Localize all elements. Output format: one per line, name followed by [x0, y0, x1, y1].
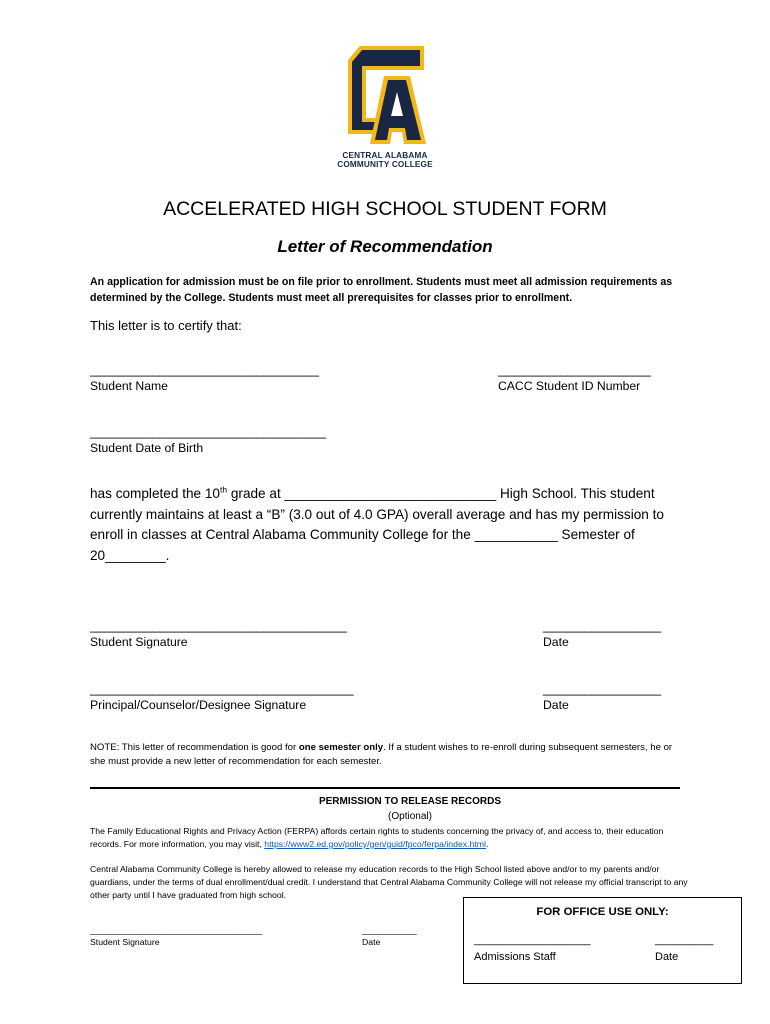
student-name-label: Student Name — [90, 379, 168, 393]
logo-text-line-1: CENTRAL ALABAMA — [342, 151, 428, 160]
college-logo — [340, 42, 432, 152]
principal-signature-field[interactable]: ______________________________________ — [90, 681, 354, 696]
ferpa-end: . — [485, 839, 489, 849]
student-signature-label: Student Signature — [90, 635, 188, 649]
office-use-box — [463, 897, 742, 984]
student-id-label: CACC Student ID Number — [498, 379, 641, 393]
ferpa-text — [90, 825, 690, 851]
student-signature-date-label: Date — [543, 635, 569, 649]
paragraph-part-1: has completed the 10 — [90, 486, 220, 501]
note-text-2: . If a student wishes to re-enroll during subsequent semesters, he or she must provide a new letter of recommendation for each semester. — [90, 742, 673, 767]
release-consent-text: Central Alabama Community College is hereby allowed to release my education records to the High School listed above and/or to my parents and/or guardians, under the terms of dual enrollment/dual credit. I understand that Central Alabama Community College will not release my official transcript to any other party until I have graduated from high school. — [90, 864, 688, 900]
admission-requirements-text: An application for admission must be on file prior to enrollment. Students must meet all admission requirements as determined by the College. Students must meet all prerequisites for classes prior to enrollment. — [90, 276, 673, 304]
date-of-birth-field[interactable]: __________________________________ — [90, 424, 326, 439]
principal-signature-date-label: Date — [543, 698, 569, 712]
certification-paragraph — [90, 484, 690, 566]
ferpa-description: The Family Educational Rights and Privacy Action (FERPA) affords certain rights to students concerning the privacy of, and access to, their education records. For more information, you may visit, — [90, 826, 664, 849]
office-date-label: Date — [655, 951, 679, 963]
logo-a-shape — [370, 76, 426, 144]
section-divider — [90, 787, 680, 789]
release-signature-label: Student Signature — [90, 937, 160, 947]
office-date-field[interactable]: __________ — [655, 934, 714, 946]
form-subtitle: Letter of Recommendation — [277, 237, 493, 256]
logo-text-line-2: COMMUNITY COLLEGE — [337, 160, 433, 169]
student-id-field[interactable]: ______________________ — [498, 362, 651, 377]
student-signature-field[interactable]: _____________________________________ — [90, 618, 347, 633]
form-title: ACCELERATED HIGH SCHOOL STUDENT FORM — [163, 198, 607, 220]
student-name-field[interactable]: _________________________________ — [90, 362, 319, 377]
paragraph-part-2[interactable]: grade at ____________________________ High School. This student currently maintains at least a “B” (3.0 out of 4.0 GPA) overall average and has my permission to enroll in classes at Central Alabama Community College for the ___________ Semester of 20________. — [90, 486, 664, 563]
date-of-birth-label: Student Date of Birth — [90, 441, 204, 455]
recommendation-note — [90, 741, 690, 769]
note-text-1: NOTE: This letter of recommendation is good for — [90, 742, 299, 753]
principal-signature-label: Principal/Counselor/Designee Signature — [90, 698, 307, 712]
note-bold-text: one semester only — [298, 742, 384, 753]
release-date-label: Date — [362, 937, 381, 947]
admissions-staff-label: Admissions Staff — [474, 951, 556, 963]
certify-text: This letter is to certify that: — [90, 318, 242, 333]
release-date-field[interactable]: ____________ — [362, 925, 417, 935]
permission-optional: (Optional) — [388, 811, 432, 822]
student-signature-date-field[interactable]: _________________ — [543, 618, 661, 633]
admissions-staff-field[interactable]: ____________________ — [474, 934, 591, 946]
permission-title: PERMISSION TO RELEASE RECORDS — [318, 796, 502, 807]
paragraph-superscript: th — [219, 484, 228, 495]
release-signature-field[interactable]: ______________________________________ — [90, 925, 263, 935]
principal-signature-date-field[interactable]: _________________ — [543, 681, 661, 696]
ferpa-link[interactable]: https://www2.ed.gov/policy/gen/guid/fpco/ferpa/index.html — [264, 839, 486, 849]
office-use-title: FOR OFFICE USE ONLY: — [536, 906, 669, 918]
